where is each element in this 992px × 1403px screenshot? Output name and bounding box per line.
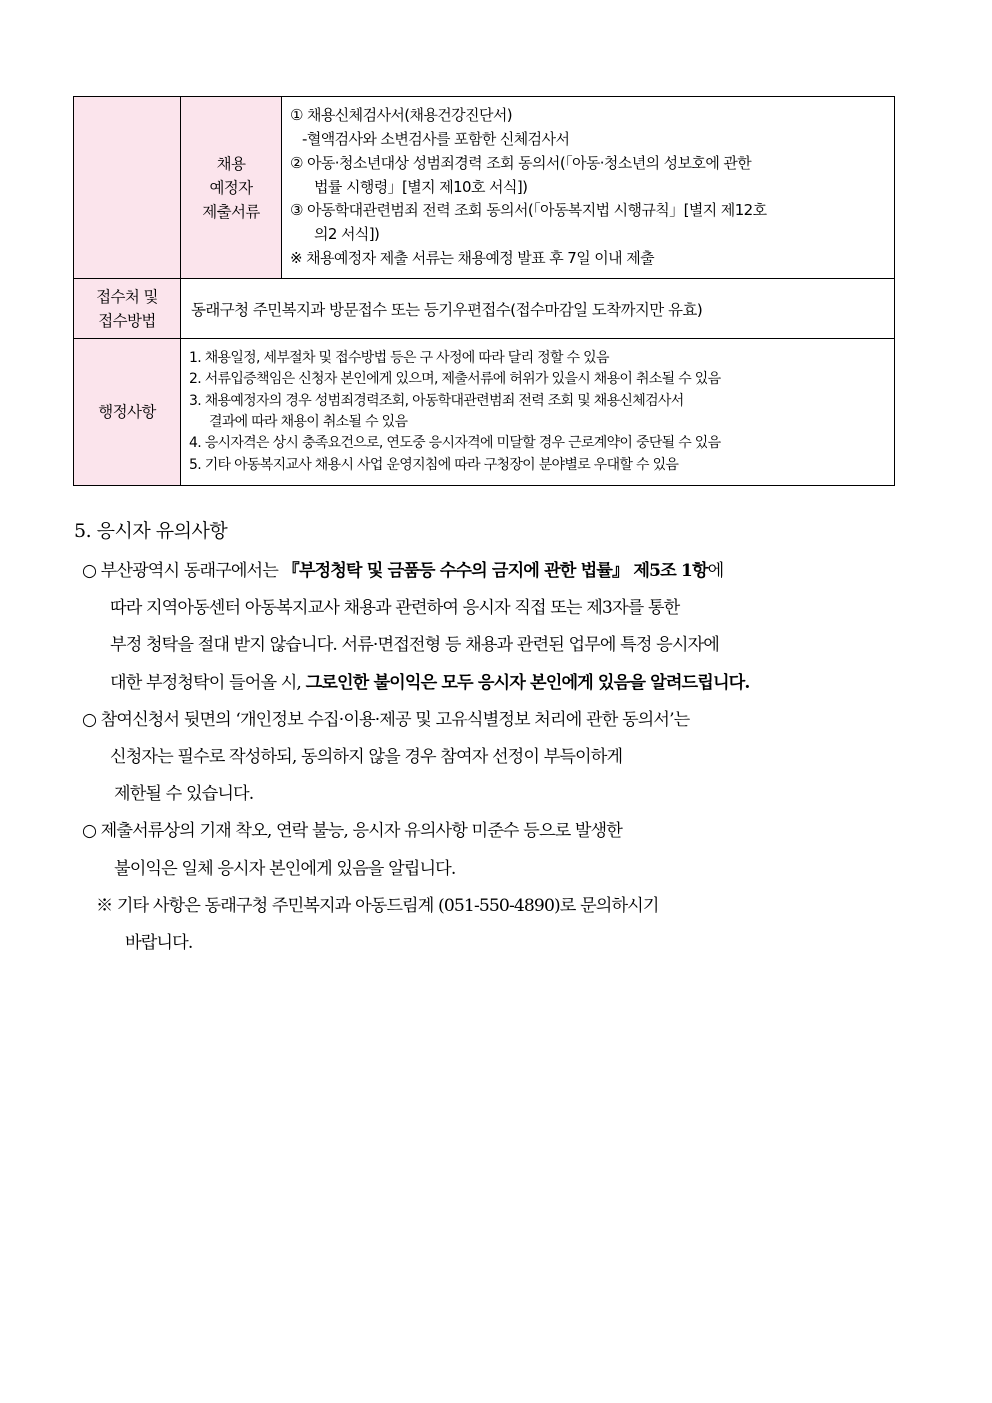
admin-note-item-detail: 결과에 따라 채용이 취소될 수 있음 <box>209 414 408 430</box>
category-cell <box>74 279 181 339</box>
note-line <box>82 553 942 590</box>
document-item: ② 아동·청소년대상 성범죄경력 조회 동의서(「아동·청소년의 성보호에 관한 <box>290 153 752 172</box>
document-item: ① 채용신체검사서(채용건강진단서) <box>290 106 512 125</box>
admin-notes-cell <box>181 339 895 486</box>
document-note: ※ 채용예정자 제출 서류는 채용예정 발표 후 7일 이내 제출 <box>290 248 655 267</box>
note-text-bold: 『부정청탁 및 금품등 수수의 금지에 관한 법률』 제5조 1항 <box>282 561 708 581</box>
category-cell-empty <box>74 97 181 279</box>
note-text-bold: 그로인한 불이익은 모두 응시자 본인에게 있음을 알려드립니다. <box>305 672 750 693</box>
category-cell: 행정사항 <box>74 339 181 486</box>
category-label-line: 접수방법 <box>98 311 156 330</box>
admin-note-item: 1. 채용일정, 세부절차 및 접수방법 등은 구 사정에 따라 달리 정할 수 있음 <box>189 349 609 366</box>
sub-label-line: 제출서류 <box>202 202 260 221</box>
note-line: 제한될 수 있습니다. <box>114 784 254 805</box>
document-item-detail: 의2 서식]) <box>314 225 380 244</box>
applicant-notes <box>82 553 942 962</box>
section-title: 5. 응시자 유의사항 <box>74 520 228 542</box>
admin-note-item: 2. 서류입증책임은 신청자 본인에게 있으며, 제출서류에 허위가 있을시 채용이 취소될 수 있음 <box>189 371 721 388</box>
note-line: ※ 기타 사항은 동래구청 주민복지과 아동드림계 (051-550-4890)로 문의하시기 <box>96 895 659 916</box>
admin-note-item: 5. 기타 아동복지교사 채용시 사업 운영지침에 따라 구청장이 분야별로 우대할 수 있음 <box>189 456 679 473</box>
note-line: ○ 제출서류상의 기재 착오, 연락 불능, 응시자 유의사항 미준수 등으로 발생한 <box>82 821 622 842</box>
admin-note-item: 4. 응시자격은 상시 충족요건으로, 연도중 응시자격에 미달할 경우 근로계약이 중단될 수 있음 <box>189 435 721 452</box>
note-line: 따라 지역아동센터 아동복지교사 채용과 관련하여 응시자 직접 또는 제3자를 통한 <box>110 598 680 619</box>
note-line: 부정 청탁을 절대 받지 않습니다. 서류·면접전형 등 채용과 관련된 업무에 특정 응시자에 <box>110 635 719 656</box>
sub-label-cell <box>181 97 282 279</box>
document-item-detail: 법률 시행령」[별지 제10호 서식]) <box>314 177 528 196</box>
table-row <box>74 339 895 486</box>
reception-method-cell: 동래구청 주민복지과 방문접수 또는 등기우편접수(접수마감일 도착까지만 유효) <box>181 279 895 339</box>
note-line: 신청자는 필수로 작성하되, 동의하지 않을 경우 참여자 선정이 부득이하게 <box>110 746 623 767</box>
recruitment-info-table <box>73 96 895 486</box>
sub-label-line: 예정자 <box>209 178 253 197</box>
sub-label-line: 채용 <box>216 154 246 173</box>
document-item-detail: -혈액검사와 소변검사를 포함한 신체검사서 <box>302 130 570 148</box>
note-text: 대한 부정청탁이 들어올 시, <box>110 672 306 693</box>
admin-note-item: 3. 채용예정자의 경우 성범죄경력조회, 아동학대관련범죄 전력 조회 및 채용신체검사서 <box>189 392 684 409</box>
note-line: 불이익은 일체 응시자 본인에게 있음을 알립니다. <box>114 858 456 879</box>
table-row <box>74 279 895 339</box>
note-line: ○ 참여신청서 뒷면의 ‘개인정보 수집·이용·제공 및 고유식별정보 처리에 관한 동의서’는 <box>82 709 690 730</box>
note-line <box>82 665 942 702</box>
document-item: ③ 아동학대관련범죄 전력 조회 동의서(「아동복지법 시행규칙」[별지 제12호 <box>290 201 767 220</box>
table-row <box>74 97 895 279</box>
required-documents-cell <box>282 97 895 279</box>
category-label-line: 접수처 및 <box>96 287 158 306</box>
note-line: 바랍니다. <box>125 932 193 953</box>
note-text: 에 <box>707 561 724 581</box>
note-text: ○ 부산광역시 동래구에서는 <box>82 561 283 581</box>
